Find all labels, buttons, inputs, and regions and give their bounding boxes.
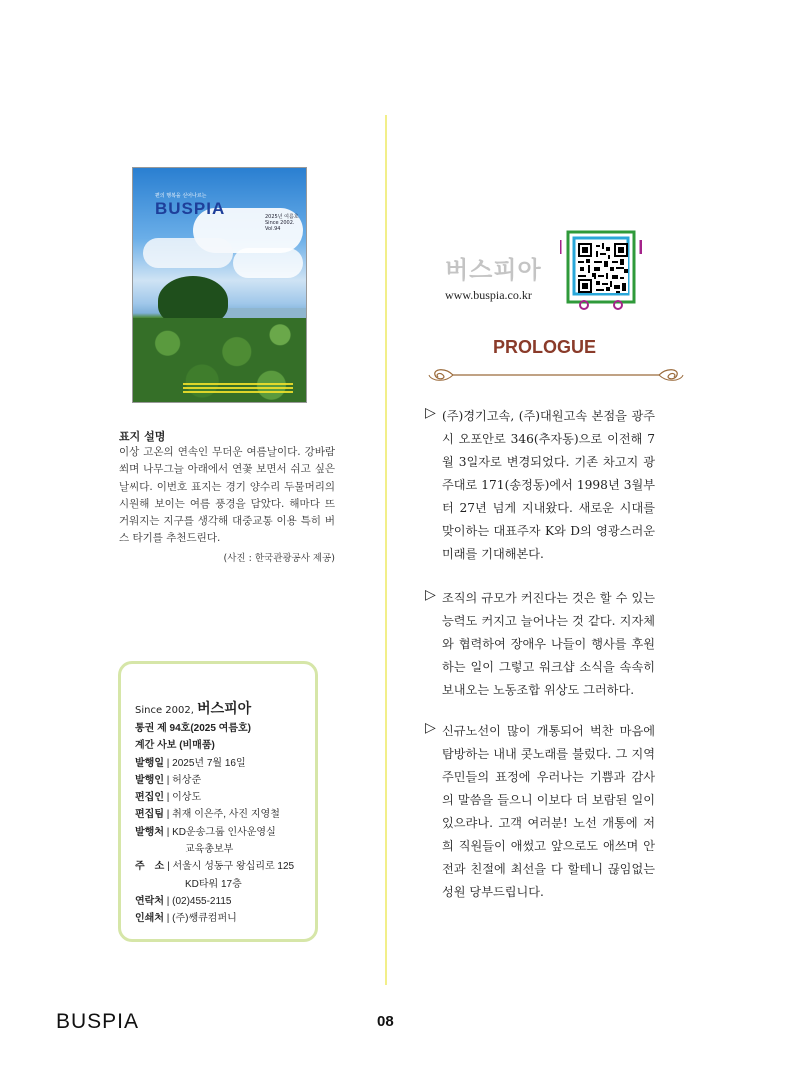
info-label: 계간 사보 (비매품)	[135, 740, 215, 752]
cover-text-strip	[183, 383, 293, 395]
cover-issue-line: 2025년 여름호	[265, 214, 299, 220]
cover-issue	[265, 214, 306, 232]
info-row	[135, 841, 294, 858]
info-value: | 허상준	[163, 774, 202, 786]
qr-code[interactable]	[578, 243, 628, 293]
cover-cloud	[143, 238, 233, 268]
info-label: 편집인	[135, 792, 164, 804]
column-divider	[385, 115, 387, 985]
info-label: 편집팀	[135, 809, 164, 821]
info-row	[135, 824, 294, 841]
info-rows	[135, 720, 294, 928]
brand-url[interactable]: www.buspia.co.kr	[445, 288, 532, 302]
triangle-bullet-icon: ▷	[425, 587, 436, 603]
cover-issue-line: Since 2002. Vol.94	[265, 220, 295, 232]
cover-tagline: 편의 행복을 싣어나르는	[155, 193, 207, 199]
info-label: 발행인	[135, 774, 164, 786]
info-row	[135, 876, 294, 893]
info-value: KD타워 17층	[185, 878, 242, 890]
triangle-bullet-icon: ▷	[425, 720, 436, 736]
page-number: 08	[377, 1013, 394, 1030]
footer-logo: BUSPIA	[56, 1010, 140, 1033]
info-label: 인쇄처	[135, 913, 164, 925]
triangle-bullet-icon: ▷	[425, 405, 436, 421]
cover-description-title: 표지 설명	[119, 430, 166, 443]
prologue-heading: PROLOGUE	[493, 337, 597, 357]
since-line	[135, 698, 251, 718]
info-label: 주 소	[135, 861, 165, 873]
prologue-paragraph	[425, 587, 655, 702]
info-value: | 2025년 7월 16일	[163, 757, 246, 769]
info-row	[135, 755, 294, 772]
info-row	[135, 720, 294, 737]
brand-name: 버스피아	[445, 256, 542, 284]
info-row	[135, 910, 294, 927]
cover-logo: BUSPIA	[155, 199, 226, 218]
info-value: | 서울시 성동구 왕십리로 125	[164, 861, 295, 873]
paragraph-text: 신규노선이 많이 개통되어 벅찬 마음에 탐방하는 내내 콧노래를 불렀다. 그 지역 주민들의 표정에 우러나는 기쁨과 감사의 말씀을 들으니 이보다 더 보람된 일이 있으랴나. 고객 여러분! 노선 개통에 저희 직원들이 애썼고 앞으로도 애쓰며 안전과 친절에 최선을 다 할테니 끊임없는 성원 당부드립니다.	[442, 724, 655, 899]
info-label: 발행일	[135, 757, 164, 769]
info-row	[135, 858, 294, 875]
info-row	[135, 772, 294, 789]
ornament-divider-icon	[425, 363, 687, 387]
info-value: 교육총보부	[185, 844, 234, 856]
info-value: | 취재 이은주, 사진 지영철	[163, 809, 280, 821]
info-row	[135, 893, 294, 910]
info-value: | KD운송그룹 인사운영실	[163, 826, 276, 838]
info-row	[135, 789, 294, 806]
cover-description-body: 이상 고온의 연속인 무더운 여름날이다. 강바람 쐬며 나무그늘 아래에서 연꽃 보면서 쉬고 싶은 날씨다. 이번호 표지는 경기 양수리 두물머리의 시원해 보이는 여름 풍경을 담았다. 해마다 뜨거워지는 지구를 생각해 대중교통 이용 특히 버스 타기를 추천드린다.	[119, 446, 335, 545]
info-value: | (02)455-2115	[163, 895, 232, 907]
info-value: | 이상도	[163, 792, 202, 804]
info-label: 발행처	[135, 826, 164, 838]
publication-info-box	[118, 661, 318, 942]
since-name: 버스피아	[197, 701, 252, 717]
cover-image	[132, 167, 307, 403]
info-row	[135, 737, 294, 754]
photo-credit: (사진 : 한국관광공사 제공)	[223, 553, 335, 564]
prologue-paragraph	[425, 720, 655, 904]
info-label: 통권 제 94호(2025 여름호)	[135, 723, 251, 734]
paragraph-text: (주)경기고속, (주)대원고속 본점을 광주시 오포안로 346(추자동)으로 이전해 7월 3일자로 변경되었다. 기존 차고지 광주대로 171(송정동)에서 1998년 3월부터 27년 넘게 지내왔다. 새로운 시대를 맞이하는 대표주자 K와 D의 영광스러운 미래를 기대해본다.	[442, 409, 655, 561]
prologue-paragraph	[425, 405, 655, 566]
info-row	[135, 806, 294, 823]
cover-cloud	[233, 248, 303, 278]
info-label: 연락처	[135, 895, 164, 907]
paragraph-text: 조직의 규모가 커진다는 것은 할 수 있는 능력도 커지고 늘어나는 것 같다. 지자체와 협력하여 장애우 나들이 행사를 후원하는 일이 그렇고 워크샵 소식을 속속히 보내오는 노동조합 위상도 그러하다.	[442, 591, 655, 697]
info-value: | (주)쌩큐컴퍼니	[163, 913, 237, 925]
since-prefix: Since 2002,	[135, 705, 194, 716]
